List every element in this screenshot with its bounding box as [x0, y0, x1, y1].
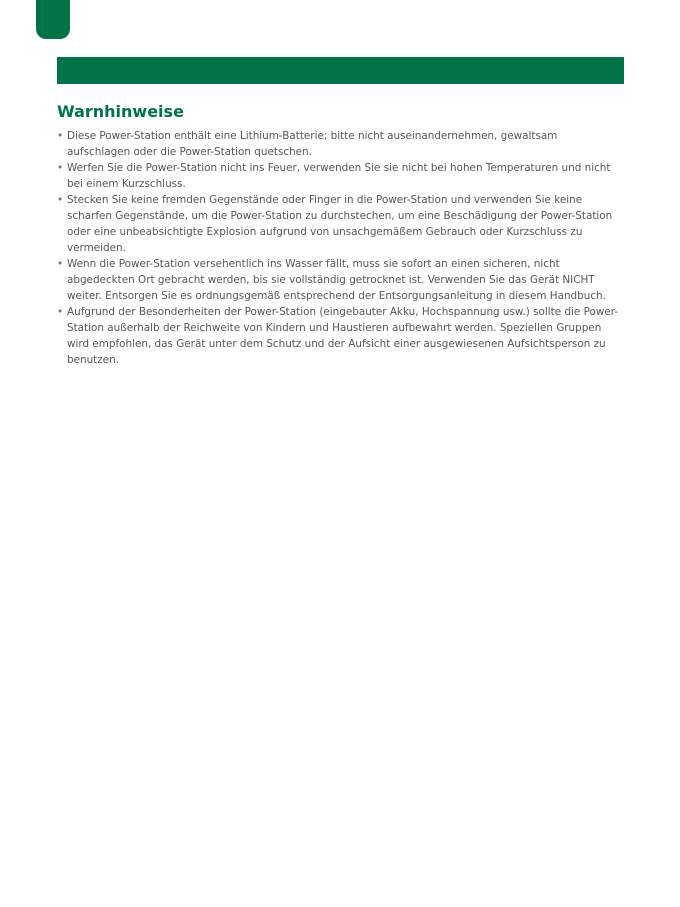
list-item [57, 304, 623, 368]
bullet-icon: • [57, 194, 64, 206]
bullet-icon: • [57, 130, 64, 142]
page-corner-tab [36, 0, 70, 39]
bullet-icon: • [57, 162, 64, 174]
warning-list [57, 128, 623, 368]
bullet-icon: • [57, 306, 64, 318]
list-item [57, 256, 623, 304]
list-item-text: Diese Power-Station enthält eine Lithium-Batterie; bitte nicht auseinandernehmen, gewaltsam aufschlagen oder die Power-Station quetschen. [67, 130, 558, 158]
list-item-text: Werfen Sie die Power-Station nicht ins Feuer, verwenden Sie sie nicht bei hohen Temperaturen und nicht bei einem Kurzschluss. [67, 162, 611, 190]
list-item [57, 192, 623, 256]
list-item-text: Stecken Sie keine fremden Gegenstände oder Finger in die Power-Station und verwenden Sie keine scharfen Gegenstände, um die Power-Station zu durchstechen, um eine Beschädigung der Power-Station oder eine unbeabsichtigte Explosion aufgrund von unsachgemäßem Gebrauch oder Kurzschluss zu vermeiden. [67, 194, 613, 254]
list-item [57, 128, 623, 160]
section-title: Warnhinweise [57, 102, 184, 121]
list-item-text: Wenn die Power-Station versehentlich ins Wasser fällt, muss sie sofort an einen sicheren, nicht abgedeckten Ort gebracht werden, bis sie vollständig getrocknet ist. Verwenden Sie das Gerät NICHT weiter. Entsorgen Sie es ordnungsgemäß entsprechend der Entsorgungsanleitung in diesem Handbuch. [67, 258, 606, 302]
header-bar [57, 57, 624, 84]
list-item-text: Aufgrund der Besonderheiten der Power-Station (eingebauter Akku, Hochspannung usw.) sollte die Power-Station außerhalb der Reichweite von Kindern und Haustieren aufbewahrt werden. Speziellen Gruppen wird empfohlen, das Gerät unter dem Schutz und der Aufsicht einer ausgewiesenen Aufsichtsperson zu benutzen. [67, 306, 619, 366]
list-item [57, 160, 623, 192]
bullet-icon: • [57, 258, 64, 270]
